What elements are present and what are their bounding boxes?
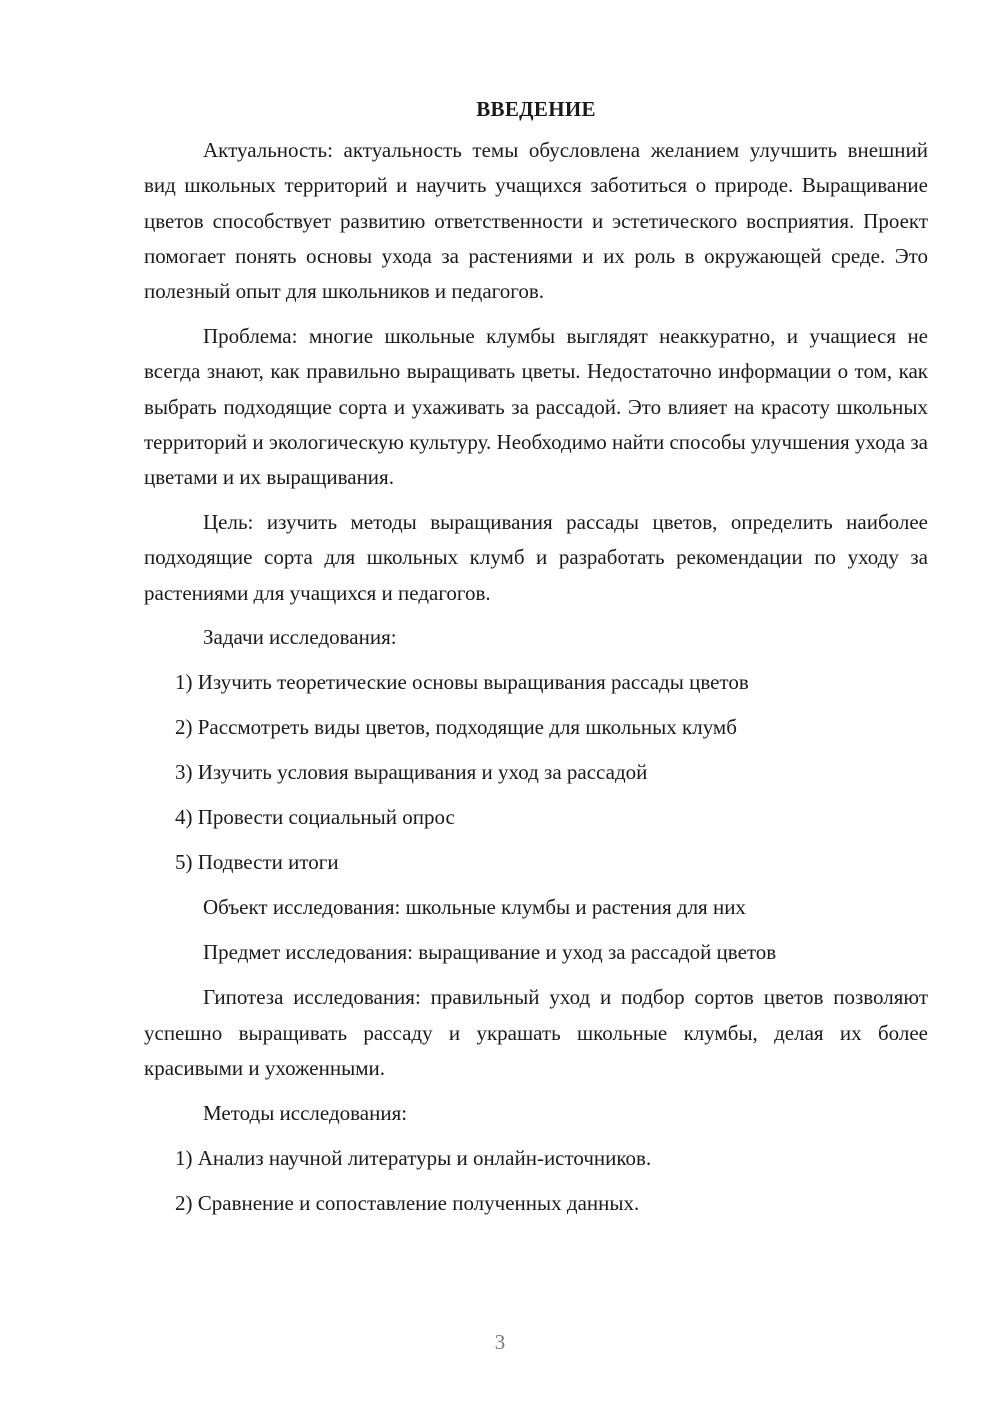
tasks-heading: Задачи исследования: xyxy=(203,625,397,650)
problem-paragraph: Проблема: многие школьные клумбы выглядят неаккуратно, и учащиеся не всегда знают, как правильно выращивать цветы. Недостаточно информации о том, как выбрать подходящие сорта и ухаживать за рассадой. Это влияет на красоту школьных территорий и экологическую культуру. Необходимо найти способы улучшения ухода за цветами и их выращивания. xyxy=(144,323,928,490)
goal-paragraph: Цель: изучить методы выращивания рассады цветов, определить наиболее подходящие сорта для школьных клумб и разработать рекомендации по уходу за растениями для учащихся и педагогов. xyxy=(144,509,928,605)
task-item-3: 3) Изучить условия выращивания и уход за рассадой xyxy=(175,760,648,785)
page-content xyxy=(144,92,928,1231)
relevance-paragraph: Актуальность: актуальность темы обусловлена желанием улучшить внешний вид школьных территорий и научить учащихся заботиться о природе. Выращивание цветов способствует развитию ответственности и эстетического восприятия. Проект помогает понять основы ухода за растениями и их роль в окружающей среде. Это полезный опыт для школьников и педагогов. xyxy=(144,138,928,304)
method-item-1: 1) Анализ научной литературы и онлайн-источников. xyxy=(175,1145,652,1170)
task-item-2: 2) Рассмотреть виды цветов, подходящие для школьных клумб xyxy=(175,715,737,740)
task-item-1: 1) Изучить теоретические основы выращивания рассады цветов xyxy=(175,670,749,695)
research-object: Объект исследования: школьные клумбы и растения для них xyxy=(203,895,746,920)
methods-heading: Методы исследования: xyxy=(203,1100,408,1125)
page-number: 3 xyxy=(494,1330,506,1354)
task-item-4: 4) Провести социальный опрос xyxy=(175,805,455,830)
method-item-2: 2) Сравнение и сопоставление полученных данных. xyxy=(175,1190,640,1215)
task-item-5: 5) Подвести итоги xyxy=(175,850,339,875)
section-title: ВВЕДЕНИЕ xyxy=(476,97,596,121)
research-subject: Предмет исследования: выращивание и уход за рассадой цветов xyxy=(203,940,777,965)
hypothesis-paragraph: Гипотеза исследования: правильный уход и подбор сортов цветов позволяют успешно выращивать рассаду и украшать школьные клумбы, делая их более красивыми и ухоженными. xyxy=(144,985,928,1080)
